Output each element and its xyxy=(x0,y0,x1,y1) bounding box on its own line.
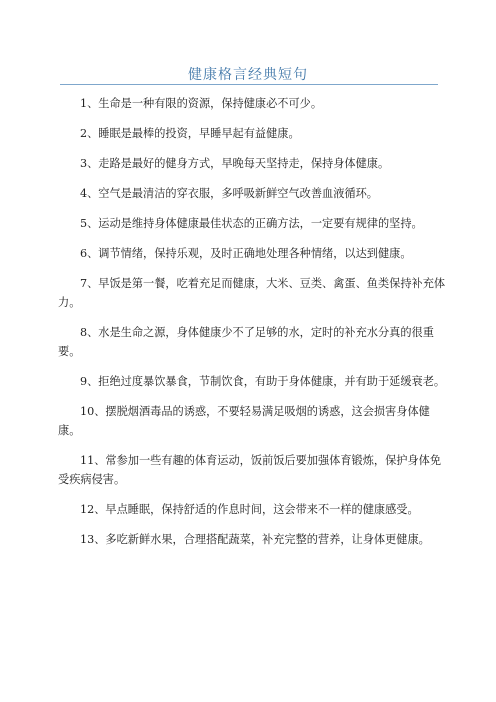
quote-item-10: 10、摆脱烟酒毒品的诱惑，不要轻易满足吸烟的诱惑，这会损害身体健康。 xyxy=(58,405,430,437)
quote-item-9: 9、拒绝过度暴饮暴食，节制饮食，有助于身体健康，并有助于延缓衰老。 xyxy=(80,375,446,388)
quote-item-5: 5、运动是维持身体健康最佳状态的正确方法，一定要有规律的坚持。 xyxy=(80,217,423,230)
quote-item-8: 8、水是生命之源，身体健康少不了足够的水，定时的补充水分真的很重要。 xyxy=(58,326,434,358)
quote-item-13: 13、多吃新鲜水果，合理搭配蔬菜，补充完整的营养，让身体更健康。 xyxy=(80,533,430,546)
title-divider xyxy=(60,84,438,85)
quote-item-4: 4、空气是最清洁的穿衣服，多呼吸新鲜空气改善血液循环。 xyxy=(80,187,378,200)
quote-list xyxy=(58,94,446,560)
document-title: 健康格言经典短句 xyxy=(188,67,308,83)
quote-item-6: 6、调节情绪，保持乐观，及时正确地处理各种情绪，以达到健康。 xyxy=(80,247,412,260)
quote-item-11: 11、常参加一些有趣的体育运动，饭前饭后要加强体育锻炼，保护身体免受疾病侵害。 xyxy=(58,454,442,486)
quote-item-3: 3、走路是最好的健身方式，早晚每天坚持走，保持身体健康。 xyxy=(80,157,390,170)
quote-item-2: 2、睡眠是最棒的投资，早睡早起有益健康。 xyxy=(80,127,300,140)
quote-item-12: 12、早点睡眠，保持舒适的作息时间，这会带来不一样的健康感受。 xyxy=(80,503,419,516)
quote-item-7: 7、早饭是第一餐，吃着充足而健康，大米、豆类、禽蛋、鱼类保持补充体力。 xyxy=(58,277,446,309)
quote-item-1: 1、生命是一种有限的资源，保持健康必不可少。 xyxy=(80,97,323,110)
